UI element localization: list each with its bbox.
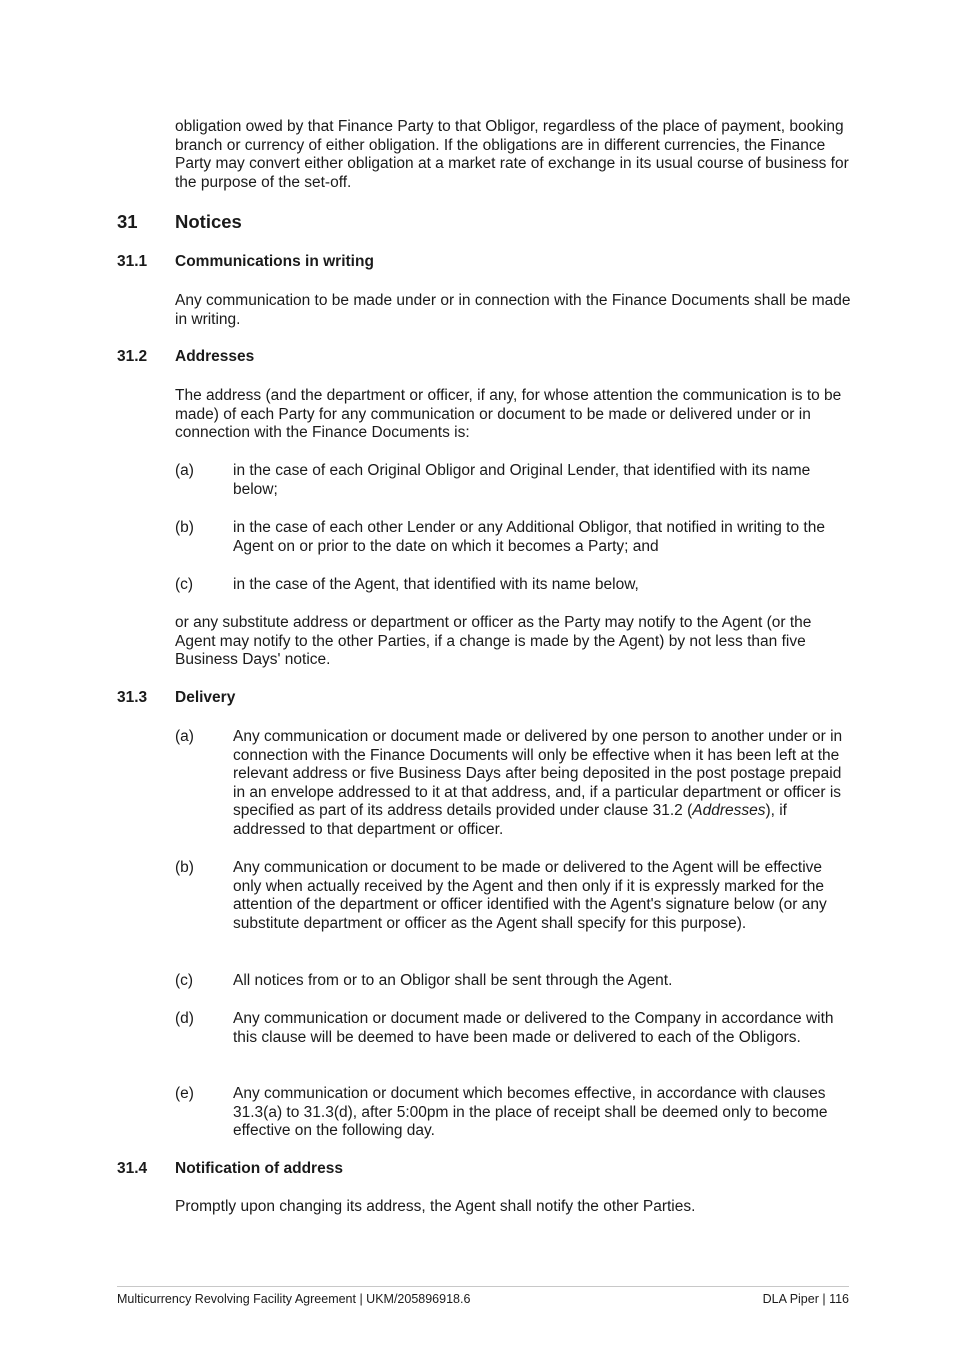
list-item-label: (c) xyxy=(175,972,194,989)
clause-31-2-body: The address (and the department or officer, if any, for whose attention the communication is to be made) of each Party for any communication or document to be made or delivered under or in connection with the Finance Documents is: xyxy=(175,387,842,442)
section-heading xyxy=(117,211,242,233)
clause-31-3-heading xyxy=(117,689,235,707)
clause-31-2-heading xyxy=(117,348,254,366)
section-number: 31 xyxy=(117,211,138,232)
list-item-text: Any communication or document made or delivered to the Company in accordance with this clause will be deemed to have been made or delivered to each of the Obligors. xyxy=(233,1010,834,1046)
intro-paragraph: obligation owed by that Finance Party to that Obligor, regardless of the place of payment, booking branch or currency of either obligation. If the obligations are in different currencies, the Finance Party may convert either obligation at a market rate of exchange in its usual course of business for the purpose of the set-off. xyxy=(175,118,849,191)
list-item-text: Any communication or document which becomes effective, in accordance with clauses 31.3(a) to 31.3(d), after 5:00pm in the place of receipt shall be deemed only to become effective on the following day. xyxy=(233,1085,828,1140)
clause-title: Addresses xyxy=(175,348,255,365)
clause-title: Delivery xyxy=(175,689,236,706)
list-item-text: in the case of the Agent, that identified with its name below, xyxy=(233,576,639,593)
list-item-text-part: Any communication or document made or delivered by one person to another under or in connection with the Finance Documents will only be effective when it has been left at the relevant address or five Business Days after being deposited in the post postage prepaid in an envelope addressed to it at that address, and, if a particular department or officer is specified as part of its address details provided under clause 31.2 ( xyxy=(233,728,843,820)
list-item-text: All notices from or to an Obligor shall be sent through the Agent. xyxy=(233,972,673,989)
clause-title: Communications in writing xyxy=(175,253,374,270)
list-item-label: (a) xyxy=(175,728,194,745)
clause-31-1-body: Any communication to be made under or in connection with the Finance Documents shall be made in writing. xyxy=(175,292,851,328)
clause-number: 31.4 xyxy=(117,1160,148,1177)
list-item-label: (d) xyxy=(175,1010,194,1027)
list-item-text xyxy=(233,728,848,840)
list-item-text: Any communication or document to be made or delivered to the Agent will be effective only when actually received by the Agent and then only if it is expressly marked for the attention of the department or officer identified with the Agent's signature below (or any substitute department or officer as the Agent shall specify for this purpose). xyxy=(233,859,827,932)
list-item-label: (e) xyxy=(175,1085,194,1102)
clause-31-4-heading xyxy=(117,1160,343,1178)
footer-divider xyxy=(117,1286,849,1287)
list-item-label: (b) xyxy=(175,859,194,876)
clause-number: 31.2 xyxy=(117,348,148,365)
list-item-text-part: ), if addressed to that department or officer. xyxy=(233,802,787,838)
list-item-text: in the case of each Original Obligor and Original Lender, that identified with its name below; xyxy=(233,462,811,498)
list-item-label: (c) xyxy=(175,576,194,593)
section-title: Notices xyxy=(175,211,242,232)
footer-document-reference: Multicurrency Revolving Facility Agreement | UKM/205896918.6 xyxy=(117,1292,471,1306)
cross-reference-title: Addresses xyxy=(692,802,766,820)
clause-number: 31.3 xyxy=(117,689,148,706)
clause-title: Notification of address xyxy=(175,1160,343,1177)
clause-31-1-heading xyxy=(117,253,374,271)
list-item-label: (a) xyxy=(175,462,194,479)
list-item-text: in the case of each other Lender or any Additional Obligor, that notified in writing to the Agent on or prior to the date on which it becomes a Party; and xyxy=(233,519,825,555)
footer-page-number: DLA Piper | 116 xyxy=(762,1292,849,1306)
clause-number: 31.1 xyxy=(117,253,148,270)
clause-31-2-tail: or any substitute address or department or officer as the Party may notify to the Agent (or the Agent may notify to the other Parties, if a change is made by the Agent) by not less than five Business Days' notice. xyxy=(175,614,812,669)
clause-31-4-body: Promptly upon changing its address, the Agent shall notify the other Parties. xyxy=(175,1198,696,1215)
list-item-label: (b) xyxy=(175,519,194,536)
